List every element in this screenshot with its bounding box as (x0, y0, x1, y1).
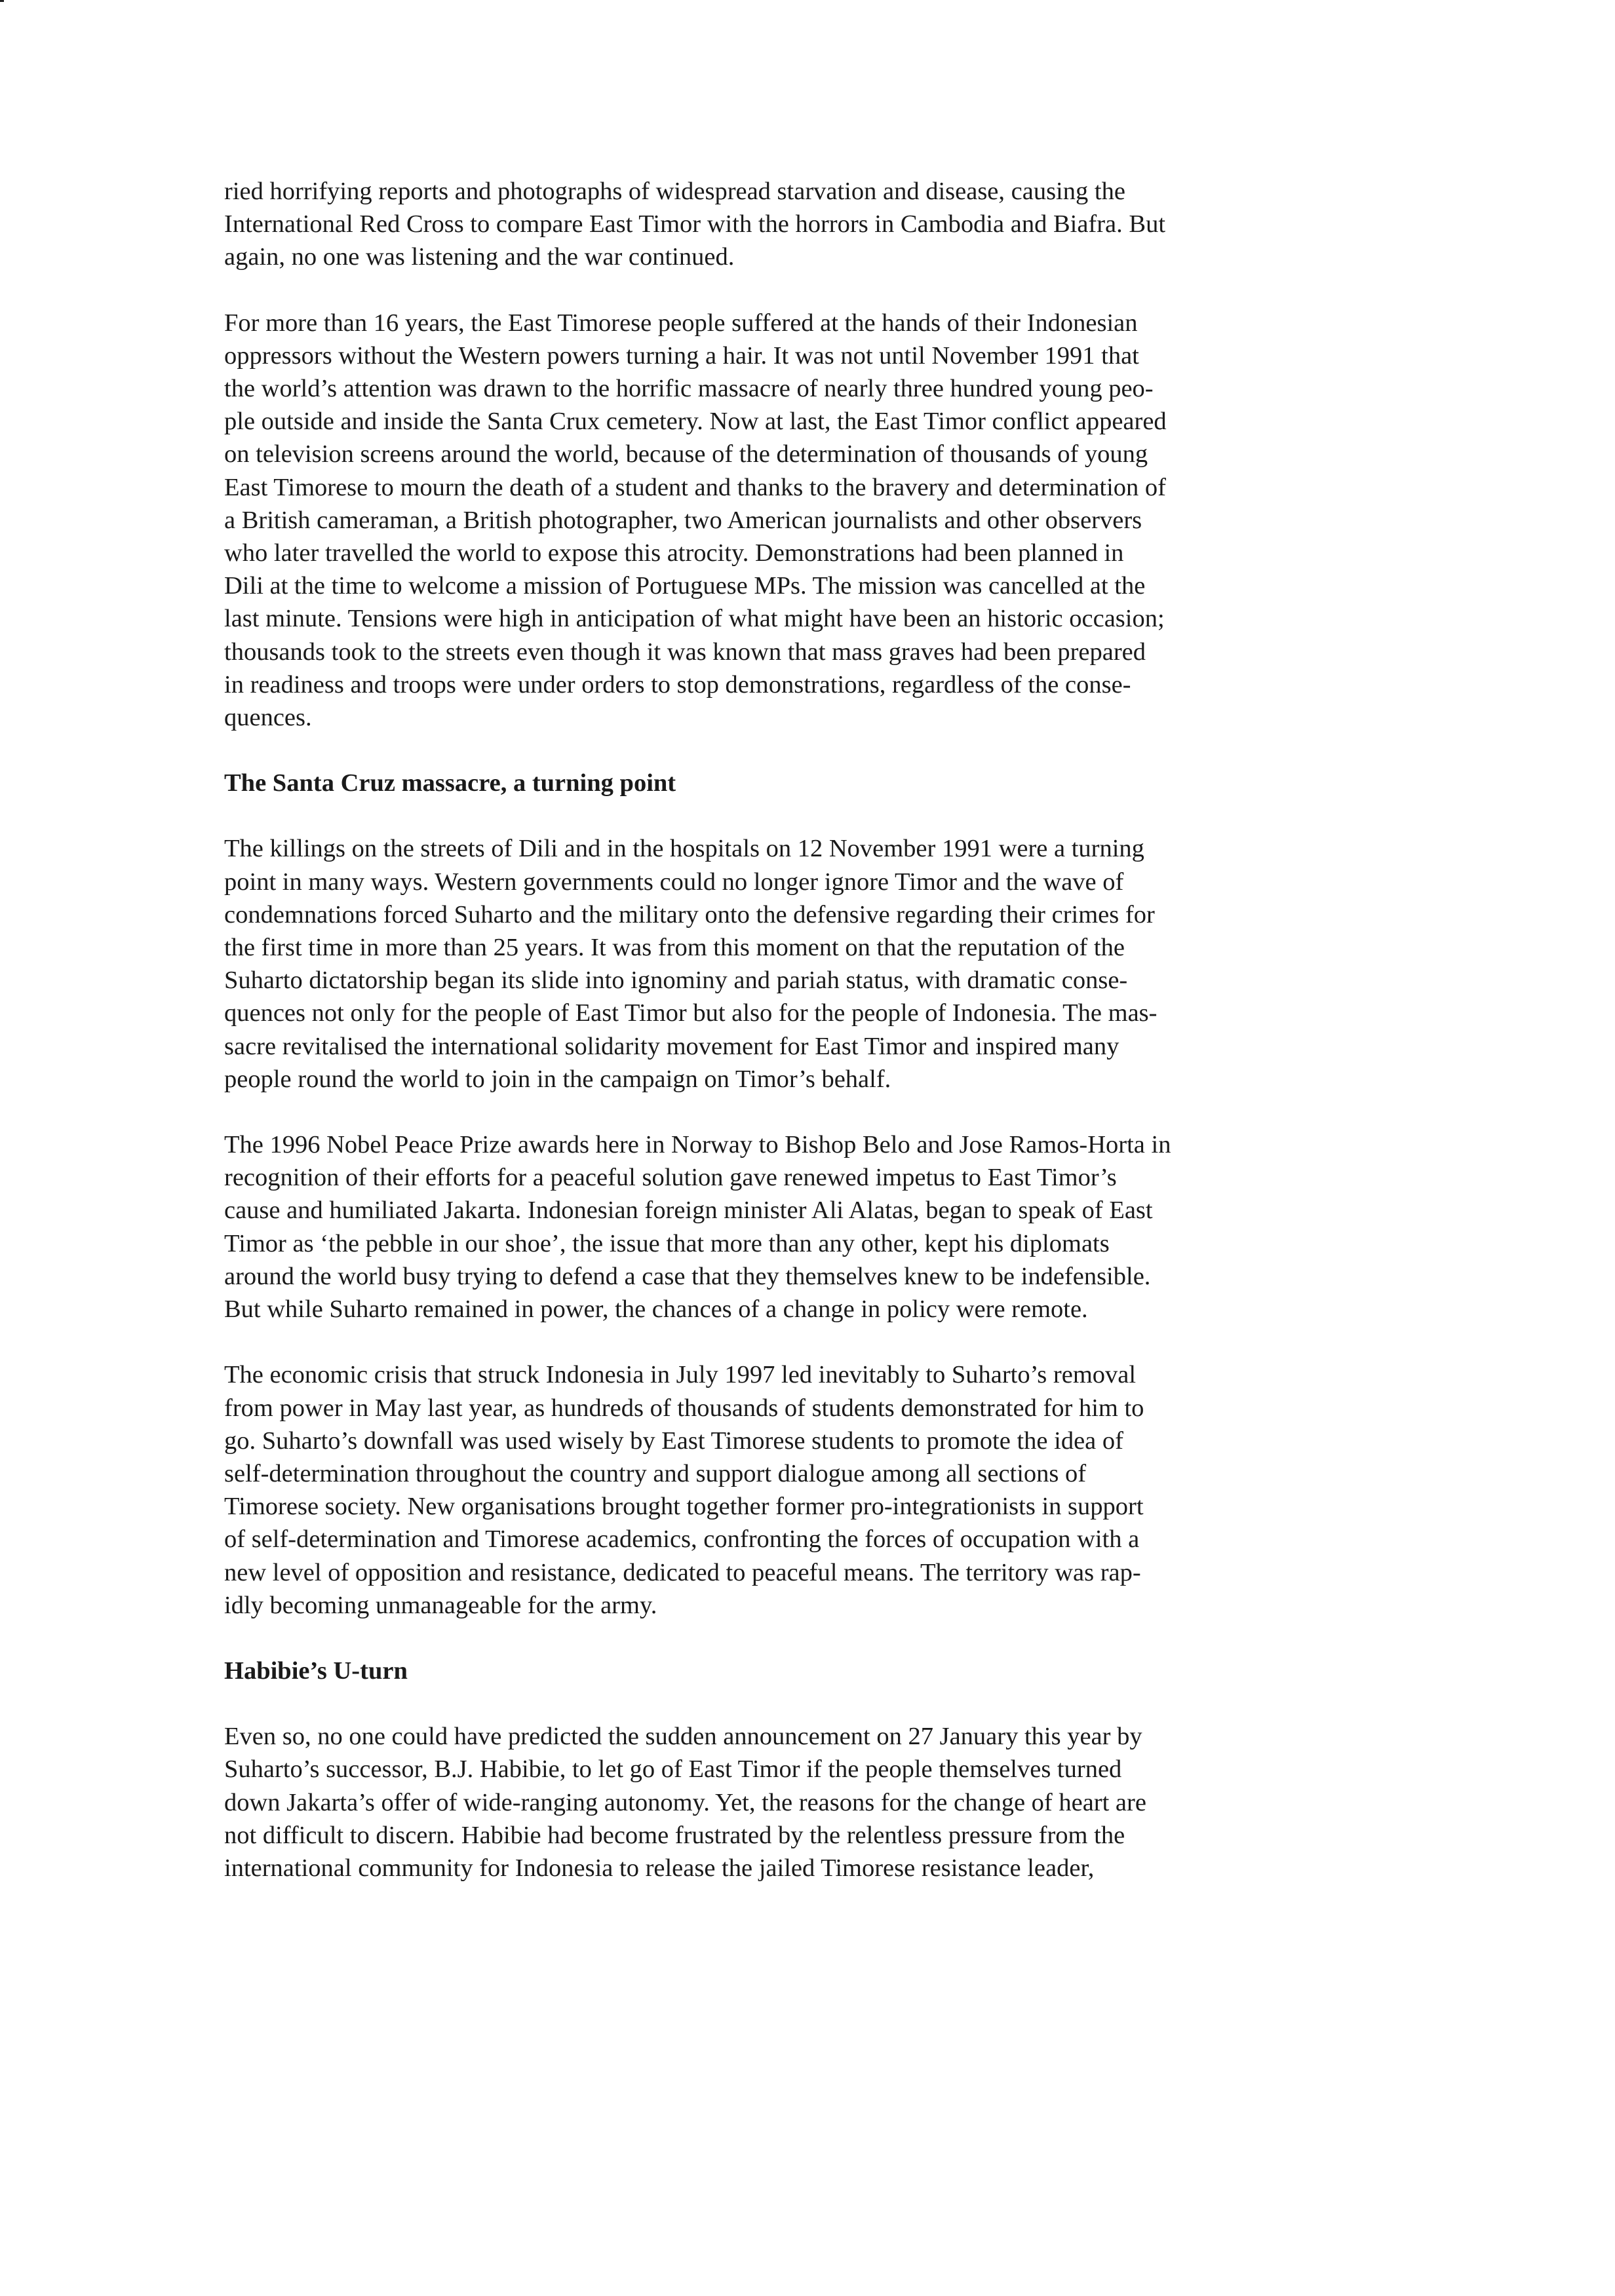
text-line: ried horrifying reports and photographs of widespread starvation and disease, causing the (224, 178, 1125, 205)
text-line: on television screens around the world, because of the determination of thousands of young (224, 440, 1148, 469)
text-line: the world’s attention was drawn to the horrific massacre of nearly three hundred young peo- (224, 375, 1154, 403)
text-line: Dili at the time to welcome a mission of Portuguese MPs. The mission was cancelled at the (224, 572, 1146, 600)
text-line: quences. (224, 704, 312, 732)
text-line: go. Suharto’s downfall was used wisely by East Timorese students to promote the idea of (224, 1426, 1123, 1455)
paragraph-spacer (224, 1622, 1404, 1655)
paragraph-4 (224, 1128, 1404, 1326)
text-line: East Timorese to mourn the death of a student and thanks to the bravery and determination of (224, 473, 1167, 501)
text-line: Timor as ‘the pebble in our shoe’, the issue that more than any other, kept his diplomats (224, 1229, 1110, 1257)
text-line: the first time in more than 25 years. It was from this moment on that the reputation of the (224, 934, 1125, 962)
paragraph-spacer (224, 1326, 1404, 1358)
paragraph-spacer (224, 1096, 1404, 1128)
paragraph-3 (224, 832, 1404, 1096)
paragraph-2 (224, 307, 1404, 735)
text-line: idly becoming unmanageable for the army. (224, 1591, 657, 1619)
text-line: a British cameraman, a British photographer, two American journalists and other observers (224, 506, 1142, 534)
text-line: Suharto’s successor, B.J. Habibie, to let go of East Timor if the people themselves turned (224, 1755, 1122, 1784)
text-line: self-determination throughout the country and support dialogue among all sections of (224, 1459, 1087, 1487)
text-line: For more than 16 years, the East Timorese people suffered at the hands of their Indonesian (224, 309, 1138, 337)
text-line: not difficult to discern. Habibie had become frustrated by the relentless pressure from the (224, 1821, 1125, 1849)
text-line: international community for Indonesia to release the jailed Timorese resistance leader, (224, 1854, 1095, 1882)
text-line: condemnations forced Suharto and the military onto the defensive regarding their crimes for (224, 900, 1155, 928)
text-line: The killings on the streets of Dili and in the hospitals on 12 November 1991 were a turning (224, 835, 1144, 863)
text-line: But while Suharto remained in power, the chances of a change in policy were remote. (224, 1295, 1088, 1324)
text-line: again, no one was listening and the war continued. (224, 243, 735, 271)
text-line: sacre revitalised the international solidarity movement for East Timor and inspired many (224, 1032, 1119, 1060)
text-line: of self-determination and Timorese academics, confronting the forces of occupation with a (224, 1525, 1140, 1554)
text-line: recognition of their efforts for a peaceful solution gave renewed impetus to East Timor’s (224, 1164, 1117, 1192)
section-heading-santa-cruz: The Santa Cruz massacre, a turning point (224, 769, 676, 797)
text-line: who later travelled the world to expose this atrocity. Demonstrations had been planned in (224, 539, 1124, 567)
paragraph-spacer (224, 274, 1404, 307)
text-line: cause and humiliated Jakarta. Indonesian foreign minister Ali Alatas, began to speak of East (224, 1196, 1153, 1225)
paragraph-spacer (224, 1687, 1404, 1720)
text-line: Timorese society. New organisations brought together former pro-integrationists in support (224, 1493, 1144, 1521)
text-line: Even so, no one could have predicted the sudden announcement on 27 January this year by (224, 1723, 1142, 1751)
text-line: people round the world to join in the campaign on Timor’s behalf. (224, 1065, 891, 1093)
text-line: oppressors without the Western powers turning a hair. It was not until November 1991 that (224, 341, 1139, 370)
text-line: quences not only for the people of East Timor but also for the people of Indonesia. The mas- (224, 999, 1158, 1027)
text-line: Suharto dictatorship began its slide into ignominy and pariah status, with dramatic conse- (224, 966, 1128, 995)
paragraph-1 (224, 175, 1404, 274)
text-line: thousands took to the streets even though it was known that mass graves had been prepared (224, 638, 1146, 666)
paragraph-spacer (224, 799, 1404, 832)
text-line: down Jakarta’s offer of wide-ranging autonomy. Yet, the reasons for the change of heart are (224, 1788, 1146, 1816)
text-line: from power in May last year, as hundreds of thousands of students demonstrated for him to (224, 1394, 1144, 1422)
text-line: International Red Cross to compare East Timor with the horrors in Cambodia and Biafra. But (224, 210, 1166, 239)
paragraph-6 (224, 1720, 1404, 1885)
text-line: in readiness and troops were under orders to stop demonstrations, regardless of the conse- (224, 670, 1131, 698)
text-line: around the world busy trying to defend a case that they themselves knew to be indefensible. (224, 1262, 1151, 1290)
text-line: point in many ways. Western governments could no longer ignore Timor and the wave of (224, 868, 1124, 896)
text-line: last minute. Tensions were high in anticipation of what might have been an historic occasion; (224, 605, 1165, 633)
document-body (224, 175, 1404, 1885)
text-line: The 1996 Nobel Peace Prize awards here in Norway to Bishop Belo and Jose Ramos-Horta in (224, 1131, 1171, 1159)
paragraph-5 (224, 1358, 1404, 1622)
paragraph-spacer (224, 734, 1404, 767)
text-line: The economic crisis that struck Indonesia in July 1997 led inevitably to Suharto’s removal (224, 1361, 1137, 1389)
section-heading-habibie: Habibie’s U-turn (224, 1656, 408, 1685)
text-line: new level of opposition and resistance, dedicated to peaceful means. The territory was rap- (224, 1558, 1141, 1586)
scan-corner-mark (0, 0, 4, 2)
text-line: ple outside and inside the Santa Crux cemetery. Now at last, the East Timor conflict appeared (224, 408, 1167, 436)
